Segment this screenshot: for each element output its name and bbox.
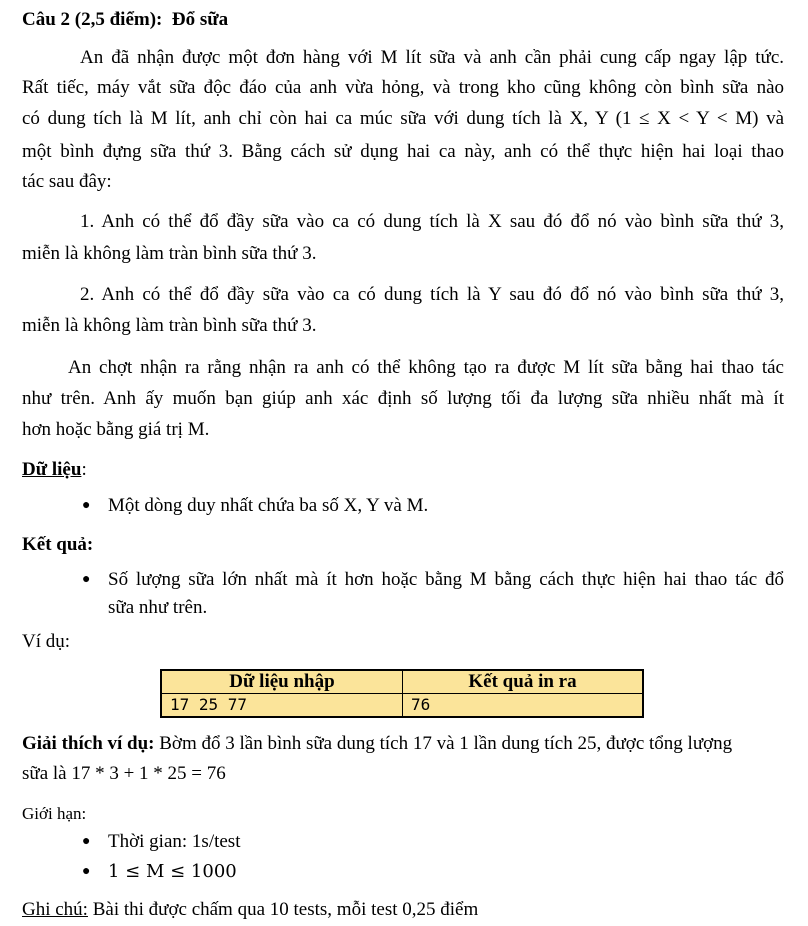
- bullet-icon: ●: [82, 864, 91, 879]
- bullet-icon: ●: [82, 572, 91, 587]
- task-line-3: hơn hoặc bằng giá trị M.: [22, 419, 210, 440]
- column-header-output: Kết quả in ra: [403, 670, 644, 694]
- task-line-2: như trên. Anh ấy muốn bạn giúp anh xác định số lượng tối đa lượng sữa nhiều nhất mà ít: [22, 388, 784, 409]
- sample-input-value: 17 25 77: [161, 694, 403, 718]
- example-table: [160, 669, 644, 718]
- output-description-line-2: sữa như trên.: [108, 597, 208, 618]
- explanation-line-2: sữa là 17 * 3 + 1 * 25 = 76: [22, 763, 226, 784]
- time-limit: Thời gian: 1s/test: [108, 831, 241, 852]
- problem-name: Đổ sữa: [171, 9, 229, 30]
- task-line-1: An chợt nhận ra rằng nhận ra anh có thể không tạo ra được M lít sữa bằng hai thao tác: [68, 357, 784, 378]
- limits-heading: Giới hạn:: [22, 804, 87, 823]
- intro-line-5: tác sau đây:: [22, 171, 112, 192]
- intro-line-2: Rất tiếc, máy vắt sữa độc đáo của anh vừa hỏng, và trong kho cũng không còn bình sữa nào: [22, 77, 784, 98]
- column-header-input: Dữ liệu nhập: [161, 670, 403, 694]
- problem-number: Câu 2 (2,5 điểm):: [22, 9, 163, 30]
- output-description-line-1: Số lượng sữa lớn nhất mà ít hơn hoặc bằng M bằng cách thực hiện hai thao tác đổ: [108, 569, 784, 590]
- output-heading: Kết quả:: [22, 534, 94, 555]
- intro-line-4: một bình đựng sữa thứ 3. Bằng cách sử dụng hai ca này, anh có thể thực hiện hai loại thao: [22, 141, 784, 162]
- input-description: Một dòng duy nhất chứa ba số X, Y và M.: [108, 495, 429, 516]
- sample-output-value: 76: [403, 694, 644, 718]
- table-row: [161, 694, 643, 718]
- operation-1-line-2: miễn là không làm tràn bình sữa thứ 3.: [22, 243, 317, 264]
- problem-title: [22, 8, 228, 32]
- bullet-icon: ●: [82, 498, 91, 513]
- operation-1-line-1: 1. Anh có thể đổ đầy sữa vào ca có dung tích là X sau đó đổ nó vào bình sữa thứ 3,: [80, 211, 784, 232]
- input-range: 1 ≤ M ≤ 1000: [108, 861, 237, 882]
- input-heading: Dữ liệu:: [22, 459, 87, 480]
- example-heading: Ví dụ:: [22, 631, 71, 652]
- bullet-icon: ●: [82, 834, 91, 849]
- intro-line-1: An đã nhận được một đơn hàng với M lít sữa và anh cần phải cung cấp ngay lập tức.: [80, 47, 784, 68]
- table-header-row: [161, 670, 643, 694]
- operation-2-line-1: 2. Anh có thể đổ đầy sữa vào ca có dung tích là Y sau đó đổ nó vào bình sữa thứ 3,: [80, 284, 784, 305]
- explanation-line-1: Giải thích ví dụ: Bờm đổ 3 lần bình sữa dung tích 17 và 1 lần dung tích 25, được tổng lượng: [22, 733, 733, 754]
- operation-2-line-2: miễn là không làm tràn bình sữa thứ 3.: [22, 315, 317, 336]
- grading-note: Ghi chú: Bài thi được chấm qua 10 tests, mỗi test 0,25 điểm: [22, 899, 479, 920]
- intro-line-3: có dung tích là M lít, anh chỉ còn hai ca múc sữa với dung tích là X, Y (1 ≤ X < Y < M) và: [22, 108, 784, 129]
